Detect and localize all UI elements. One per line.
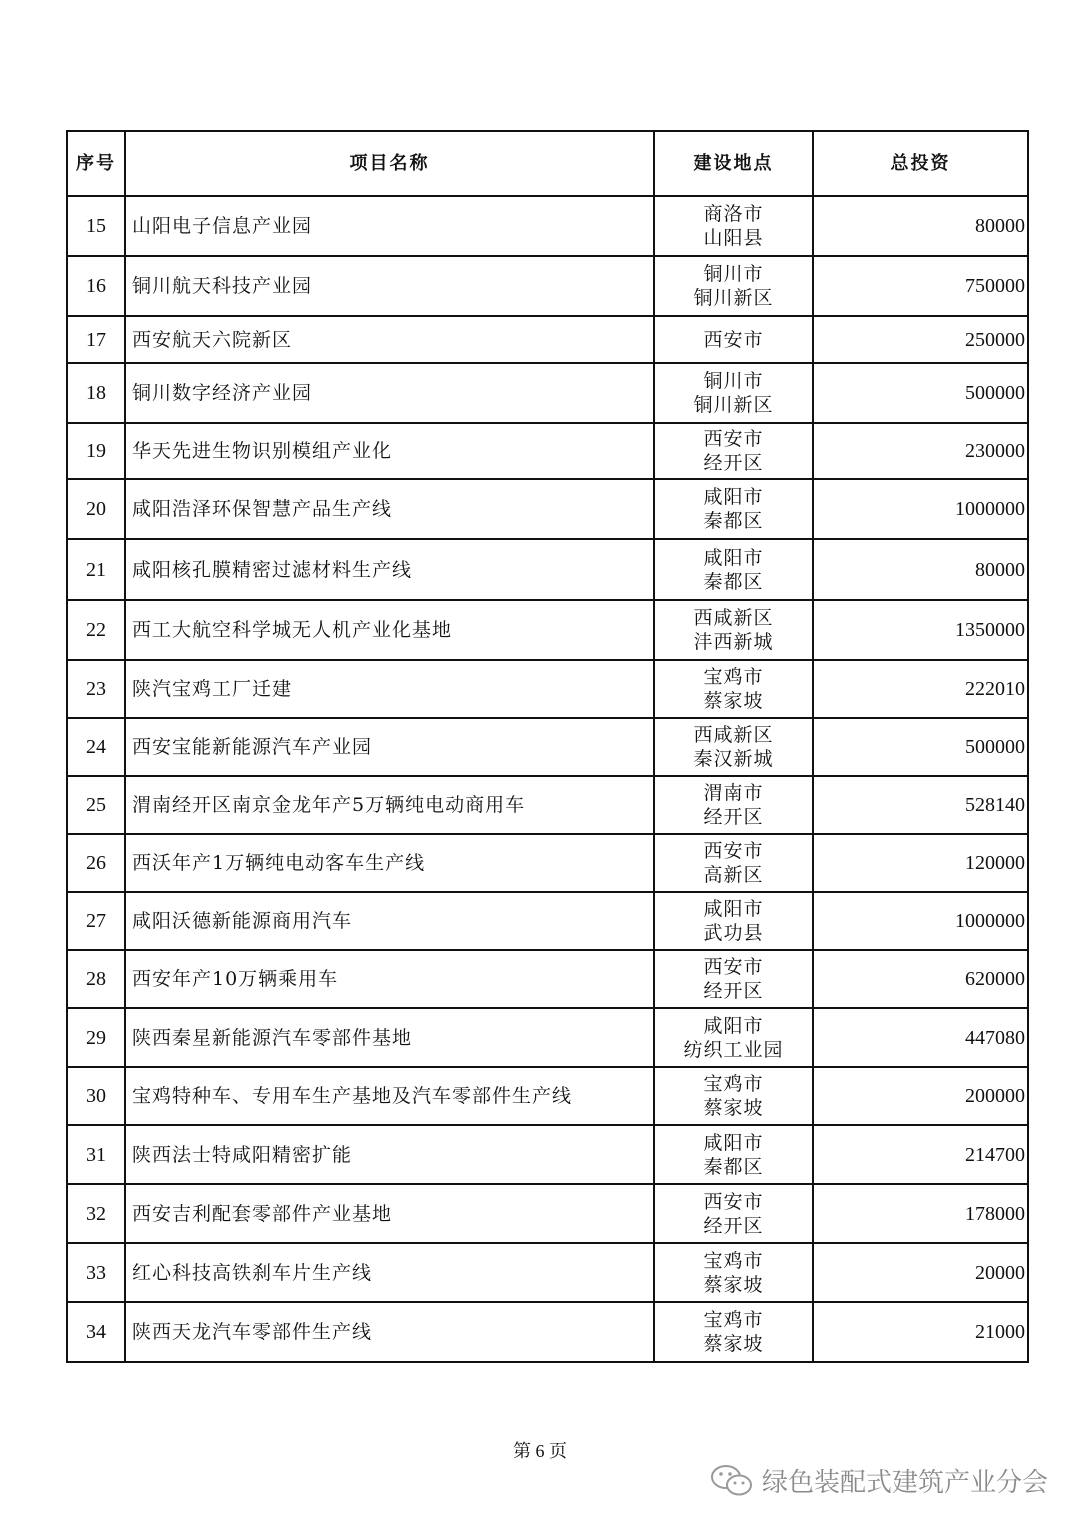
row-location bbox=[654, 196, 813, 256]
row-serial: 28 bbox=[67, 950, 125, 1008]
row-location bbox=[654, 600, 813, 660]
row-total-investment: 178000 bbox=[813, 1184, 1028, 1243]
location-line: 秦都区 bbox=[703, 510, 764, 532]
location-line: 经开区 bbox=[703, 1214, 764, 1237]
location-line: 宝鸡市 bbox=[703, 1249, 764, 1272]
row-serial: 33 bbox=[67, 1243, 125, 1302]
table-row bbox=[67, 196, 1028, 256]
row-project-name: 西工大航空科学城无人机产业化基地 bbox=[125, 600, 654, 660]
row-project-name: 红心科技高铁刹车片生产线 bbox=[125, 1243, 654, 1302]
row-location bbox=[654, 776, 813, 834]
row-serial: 21 bbox=[67, 539, 125, 600]
table-row bbox=[67, 256, 1028, 316]
location-line: 西安市 bbox=[703, 956, 764, 978]
header-location: 建设地点 bbox=[654, 131, 813, 196]
row-total-investment: 20000 bbox=[813, 1243, 1028, 1302]
location-line: 经开区 bbox=[703, 980, 764, 1002]
row-location bbox=[654, 1302, 813, 1362]
location-line: 西咸新区 bbox=[693, 607, 774, 629]
location-line: 山阳县 bbox=[703, 227, 764, 249]
location-line: 咸阳市 bbox=[703, 546, 764, 569]
table-row bbox=[67, 363, 1028, 423]
location-line: 铜川新区 bbox=[693, 394, 774, 416]
row-serial: 15 bbox=[67, 196, 125, 256]
location-line: 经开区 bbox=[703, 452, 764, 474]
location-line: 宝鸡市 bbox=[703, 1073, 764, 1095]
wechat-icon bbox=[710, 1463, 754, 1499]
location-line: 铜川市 bbox=[703, 263, 764, 285]
location-line: 铜川新区 bbox=[693, 287, 774, 309]
row-location bbox=[654, 316, 813, 363]
row-total-investment: 500000 bbox=[813, 718, 1028, 776]
location-line: 蔡家坡 bbox=[703, 1333, 764, 1355]
location-line: 渭南市 bbox=[703, 782, 764, 804]
table-row bbox=[67, 1184, 1028, 1243]
row-project-name: 西安宝能新能源汽车产业园 bbox=[125, 718, 654, 776]
row-total-investment: 214700 bbox=[813, 1125, 1028, 1184]
row-total-investment: 230000 bbox=[813, 423, 1028, 479]
page-number: 第 6 页 bbox=[513, 1441, 567, 1461]
row-project-name: 西安年产10万辆乘用车 bbox=[125, 950, 654, 1008]
location-line: 武功县 bbox=[703, 922, 764, 944]
location-line: 秦都区 bbox=[703, 570, 764, 593]
row-project-name: 咸阳沃德新能源商用汽车 bbox=[125, 892, 654, 950]
row-location bbox=[654, 1184, 813, 1243]
table-row bbox=[67, 718, 1028, 776]
row-serial: 24 bbox=[67, 718, 125, 776]
location-line: 咸阳市 bbox=[703, 486, 764, 508]
row-project-name: 山阳电子信息产业园 bbox=[125, 196, 654, 256]
row-total-investment: 250000 bbox=[813, 316, 1028, 363]
row-total-investment: 1000000 bbox=[813, 892, 1028, 950]
location-line: 蔡家坡 bbox=[703, 690, 764, 712]
row-total-investment: 1000000 bbox=[813, 479, 1028, 539]
table-row bbox=[67, 950, 1028, 1008]
location-line: 西安市 bbox=[703, 840, 764, 862]
location-line: 西咸新区 bbox=[693, 724, 774, 746]
location-line: 西安市 bbox=[703, 1190, 764, 1213]
table-row bbox=[67, 660, 1028, 718]
location-line: 蔡家坡 bbox=[703, 1273, 764, 1296]
row-location bbox=[654, 363, 813, 423]
row-location bbox=[654, 423, 813, 479]
row-total-investment: 447080 bbox=[813, 1008, 1028, 1067]
row-serial: 31 bbox=[67, 1125, 125, 1184]
location-line: 咸阳市 bbox=[703, 1014, 764, 1037]
row-project-name: 铜川数字经济产业园 bbox=[125, 363, 654, 423]
row-project-name: 华天先进生物识别模组产业化 bbox=[125, 423, 654, 479]
location-line: 西安市 bbox=[703, 428, 764, 450]
row-project-name: 陕汽宝鸡工厂迁建 bbox=[125, 660, 654, 718]
location-line: 铜川市 bbox=[703, 370, 764, 392]
row-total-investment: 750000 bbox=[813, 256, 1028, 316]
row-total-investment: 528140 bbox=[813, 776, 1028, 834]
table-row bbox=[67, 834, 1028, 892]
row-location bbox=[654, 892, 813, 950]
row-location bbox=[654, 660, 813, 718]
row-serial: 27 bbox=[67, 892, 125, 950]
table-row bbox=[67, 479, 1028, 539]
row-project-name: 渭南经开区南京金龙年产5万辆纯电动商用车 bbox=[125, 776, 654, 834]
row-serial: 34 bbox=[67, 1302, 125, 1362]
row-location bbox=[654, 1008, 813, 1067]
table-row bbox=[67, 539, 1028, 600]
row-serial: 25 bbox=[67, 776, 125, 834]
location-line: 西安市 bbox=[703, 328, 764, 351]
location-line: 宝鸡市 bbox=[703, 1309, 764, 1331]
row-serial: 30 bbox=[67, 1067, 125, 1125]
row-total-investment: 80000 bbox=[813, 196, 1028, 256]
row-location bbox=[654, 539, 813, 600]
row-project-name: 宝鸡特种车、专用车生产基地及汽车零部件生产线 bbox=[125, 1067, 654, 1125]
location-line: 经开区 bbox=[703, 806, 764, 828]
location-line: 蔡家坡 bbox=[703, 1097, 764, 1119]
header-project-name: 项目名称 bbox=[125, 131, 654, 196]
table-row bbox=[67, 1008, 1028, 1067]
table-row bbox=[67, 423, 1028, 479]
location-line: 商洛市 bbox=[703, 203, 764, 225]
table-row bbox=[67, 1125, 1028, 1184]
row-serial: 18 bbox=[67, 363, 125, 423]
row-location bbox=[654, 1125, 813, 1184]
row-project-name: 陕西天龙汽车零部件生产线 bbox=[125, 1302, 654, 1362]
row-project-name: 西安吉利配套零部件产业基地 bbox=[125, 1184, 654, 1243]
row-total-investment: 620000 bbox=[813, 950, 1028, 1008]
location-line: 沣西新城 bbox=[693, 631, 774, 653]
row-project-name: 咸阳浩泽环保智慧产品生产线 bbox=[125, 479, 654, 539]
table-header-row bbox=[67, 131, 1028, 196]
row-total-investment: 80000 bbox=[813, 539, 1028, 600]
row-location bbox=[654, 950, 813, 1008]
table-row bbox=[67, 892, 1028, 950]
location-line: 咸阳市 bbox=[703, 898, 764, 920]
row-project-name: 西安航天六院新区 bbox=[125, 316, 654, 363]
location-line: 纺织工业园 bbox=[683, 1038, 784, 1061]
header-serial: 序号 bbox=[67, 131, 125, 196]
row-serial: 22 bbox=[67, 600, 125, 660]
row-location bbox=[654, 1243, 813, 1302]
watermark-text: 绿色装配式建筑产业分会 bbox=[761, 1468, 1048, 1498]
table-row bbox=[67, 1302, 1028, 1362]
row-total-investment: 21000 bbox=[813, 1302, 1028, 1362]
table-row bbox=[67, 776, 1028, 834]
row-serial: 17 bbox=[67, 316, 125, 363]
table-row bbox=[67, 316, 1028, 363]
row-total-investment: 120000 bbox=[813, 834, 1028, 892]
row-total-investment: 222010 bbox=[813, 660, 1028, 718]
row-serial: 29 bbox=[67, 1008, 125, 1067]
table-row bbox=[67, 1243, 1028, 1302]
row-location bbox=[654, 718, 813, 776]
location-line: 秦都区 bbox=[703, 1155, 764, 1178]
watermark bbox=[710, 1462, 1048, 1499]
location-line: 咸阳市 bbox=[703, 1131, 764, 1154]
row-total-investment: 500000 bbox=[813, 363, 1028, 423]
location-line: 宝鸡市 bbox=[703, 666, 764, 688]
header-total-investment: 总投资 bbox=[813, 131, 1028, 196]
table-body bbox=[67, 196, 1028, 1362]
row-serial: 23 bbox=[67, 660, 125, 718]
row-project-name: 铜川航天科技产业园 bbox=[125, 256, 654, 316]
row-serial: 26 bbox=[67, 834, 125, 892]
row-project-name: 西沃年产1万辆纯电动客车生产线 bbox=[125, 834, 654, 892]
row-project-name: 陕西秦星新能源汽车零部件基地 bbox=[125, 1008, 654, 1067]
row-location bbox=[654, 479, 813, 539]
row-location bbox=[654, 1067, 813, 1125]
row-total-investment: 1350000 bbox=[813, 600, 1028, 660]
row-serial: 19 bbox=[67, 423, 125, 479]
row-location bbox=[654, 834, 813, 892]
row-location bbox=[654, 256, 813, 316]
location-line: 高新区 bbox=[703, 864, 764, 886]
table-row bbox=[67, 600, 1028, 660]
row-serial: 20 bbox=[67, 479, 125, 539]
row-total-investment: 200000 bbox=[813, 1067, 1028, 1125]
row-project-name: 陕西法士特咸阳精密扩能 bbox=[125, 1125, 654, 1184]
table-row bbox=[67, 1067, 1028, 1125]
row-serial: 32 bbox=[67, 1184, 125, 1243]
location-line: 秦汉新城 bbox=[693, 748, 774, 770]
row-project-name: 咸阳核孔膜精密过滤材料生产线 bbox=[125, 539, 654, 600]
project-table bbox=[66, 130, 1029, 1363]
row-serial: 16 bbox=[67, 256, 125, 316]
